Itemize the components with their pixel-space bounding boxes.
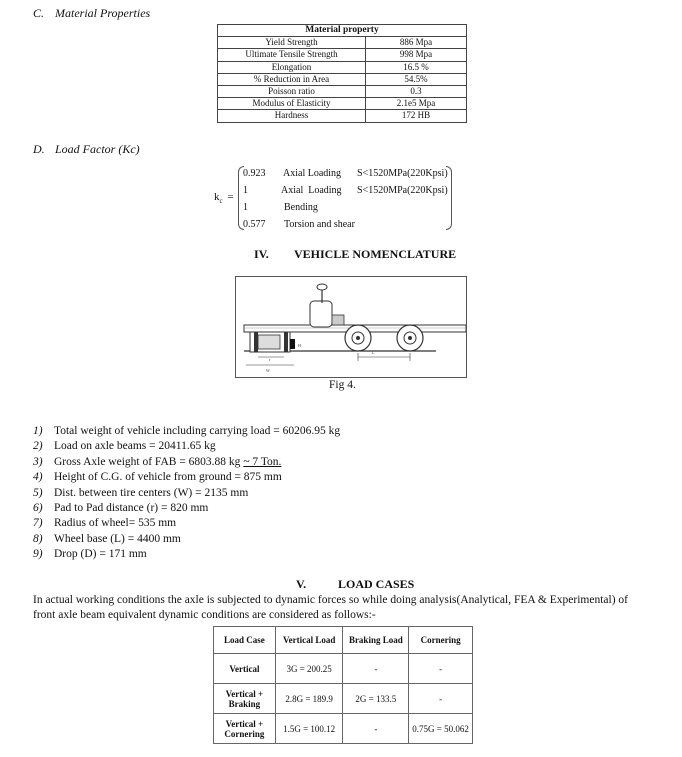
list-text-underlined: ~ 7 Ton. bbox=[243, 455, 282, 468]
table-cell: 0.3 bbox=[366, 85, 467, 97]
table-header-cell: Load Case bbox=[214, 627, 276, 654]
table-row bbox=[218, 49, 467, 61]
label-h: H bbox=[298, 343, 301, 348]
list-text: Height of C.G. of vehicle from ground = 875 mm bbox=[54, 471, 282, 484]
list-text: Total weight of vehicle including carrying load = 60206.95 kg bbox=[54, 425, 341, 437]
list-text: Gross Axle weight of FAB = 6803.88 kg bbox=[54, 455, 244, 468]
list-text: Drop (D) = 171 mm bbox=[54, 548, 147, 561]
table-cell: % Reduction in Area bbox=[218, 73, 366, 85]
table-row bbox=[218, 73, 467, 85]
table-cell: Ultimate Tensile Strength bbox=[218, 49, 366, 61]
section-d-title: Load Factor (Kc) bbox=[55, 142, 140, 156]
kc-case: Torsion and shear bbox=[284, 219, 355, 230]
table-row bbox=[214, 684, 473, 714]
table-cell: 2G = 133.5 bbox=[343, 684, 409, 714]
table-cell: 172 HB bbox=[366, 110, 467, 122]
material-table-header: Material property bbox=[218, 25, 467, 37]
table-cell: Vertical + Cornering bbox=[214, 714, 276, 744]
kc-condition: S<1520MPa(220Kpsi) bbox=[357, 168, 448, 179]
table-cell: Vertical bbox=[214, 654, 276, 684]
figure-caption: Fig 4. bbox=[329, 379, 356, 391]
kc-value: 1 bbox=[243, 202, 248, 213]
list-text: Radius of wheel= 535 mm bbox=[54, 517, 177, 530]
list-number: 4) bbox=[33, 471, 43, 484]
material-property-table bbox=[217, 24, 467, 123]
table-cell: 2.1e5 Mpa bbox=[366, 98, 467, 110]
section-d-number: D. bbox=[33, 142, 45, 156]
list-text: Pad to Pad distance (r) = 820 mm bbox=[54, 501, 209, 514]
table-cell: 998 Mpa bbox=[366, 49, 467, 61]
table-header-cell: Vertical Load bbox=[275, 627, 343, 654]
list-item bbox=[33, 470, 340, 485]
list-number: 7) bbox=[33, 517, 43, 530]
table-cell: Modulus of Elasticity bbox=[218, 98, 366, 110]
table-row bbox=[218, 85, 467, 97]
list-number: 1) bbox=[33, 425, 43, 437]
table-cell: - bbox=[343, 654, 409, 684]
table-row bbox=[218, 37, 467, 49]
table-cell: Hardness bbox=[218, 110, 366, 122]
vehicle-nomenclature-figure bbox=[235, 276, 467, 378]
table-row bbox=[218, 61, 467, 73]
list-item bbox=[33, 547, 340, 562]
kc-case: Axial Loading bbox=[283, 168, 342, 179]
vehicle-parameters-list bbox=[33, 424, 340, 563]
table-cell: 3G = 200.25 bbox=[275, 654, 343, 684]
table-row bbox=[218, 98, 467, 110]
kc-equals: = bbox=[227, 191, 234, 203]
section-d-heading bbox=[33, 142, 140, 157]
table-cell: 2.8G = 189.9 bbox=[275, 684, 343, 714]
table-cell: - bbox=[409, 654, 473, 684]
list-number: 2) bbox=[33, 440, 43, 453]
label-r: r bbox=[269, 357, 271, 362]
list-item bbox=[33, 501, 340, 516]
load-cases-paragraph: In actual working conditions the axle is subjected to dynamic forces so while doing analysis(Analytical, FEA & Experimental) of front axle beam equivalent dynamic conditions are considered as follows:- bbox=[33, 594, 628, 621]
table-cell: 1.5G = 100.12 bbox=[275, 714, 343, 744]
list-text: Dist. between tire centers (W) = 2135 mm bbox=[54, 486, 249, 499]
kc-letter: k bbox=[214, 191, 220, 203]
section-v-title: LOAD CASES bbox=[338, 577, 415, 591]
table-cell: Yield Strength bbox=[218, 37, 366, 49]
list-number: 6) bbox=[33, 501, 43, 514]
list-item bbox=[33, 424, 340, 439]
table-header-cell: Braking Load bbox=[343, 627, 409, 654]
table-cell: 886 Mpa bbox=[366, 37, 467, 49]
table-cell: Elongation bbox=[218, 61, 366, 73]
kc-case: Bending bbox=[284, 202, 318, 213]
vehicle-diagram bbox=[236, 277, 466, 377]
table-row bbox=[214, 714, 473, 744]
table-cell: - bbox=[343, 714, 409, 744]
label-w: W bbox=[266, 368, 270, 373]
table-row bbox=[218, 110, 467, 122]
kc-value: 1 bbox=[243, 185, 248, 196]
kc-subscript: c bbox=[219, 197, 223, 206]
list-item bbox=[33, 532, 340, 547]
kc-symbol bbox=[214, 191, 234, 205]
section-c-title: Material Properties bbox=[55, 6, 151, 20]
table-cell: 16.5 % bbox=[366, 61, 467, 73]
list-number: 3) bbox=[33, 455, 43, 468]
kc-value: 0.577 bbox=[243, 219, 266, 230]
list-number: 8) bbox=[33, 532, 43, 545]
table-cell: - bbox=[409, 684, 473, 714]
table-cell: 0.75G = 50.062 bbox=[409, 714, 473, 744]
load-cases-table bbox=[213, 626, 473, 744]
table-row bbox=[214, 654, 473, 684]
list-text: Wheel base (L) = 4400 mm bbox=[54, 532, 181, 545]
section-iv-title: VEHICLE NOMENCLATURE bbox=[294, 247, 457, 261]
list-number: 9) bbox=[33, 548, 43, 561]
section-iv-number: IV. bbox=[254, 247, 269, 261]
kc-condition: S<1520MPa(220Kpsi) bbox=[357, 185, 448, 196]
list-item bbox=[33, 486, 340, 501]
table-cell: 54.5% bbox=[366, 73, 467, 85]
table-cell: Poisson ratio bbox=[218, 85, 366, 97]
label-l: L bbox=[372, 350, 375, 355]
section-v-number: V. bbox=[296, 577, 307, 591]
kc-value: 0.923 bbox=[243, 168, 266, 179]
table-header-cell: Cornering bbox=[409, 627, 473, 654]
kc-case: Axial Loading bbox=[281, 185, 342, 196]
list-item bbox=[33, 516, 340, 531]
list-text: Load on axle beams = 20411.65 kg bbox=[54, 440, 216, 453]
table-cell: Vertical + Braking bbox=[214, 684, 276, 714]
section-iv-heading bbox=[254, 247, 456, 262]
section-c-number: C. bbox=[33, 6, 45, 20]
section-c-heading bbox=[33, 6, 150, 21]
section-v-heading bbox=[296, 577, 414, 592]
list-item bbox=[33, 439, 340, 454]
list-item bbox=[33, 455, 340, 470]
list-number: 5) bbox=[33, 486, 43, 499]
